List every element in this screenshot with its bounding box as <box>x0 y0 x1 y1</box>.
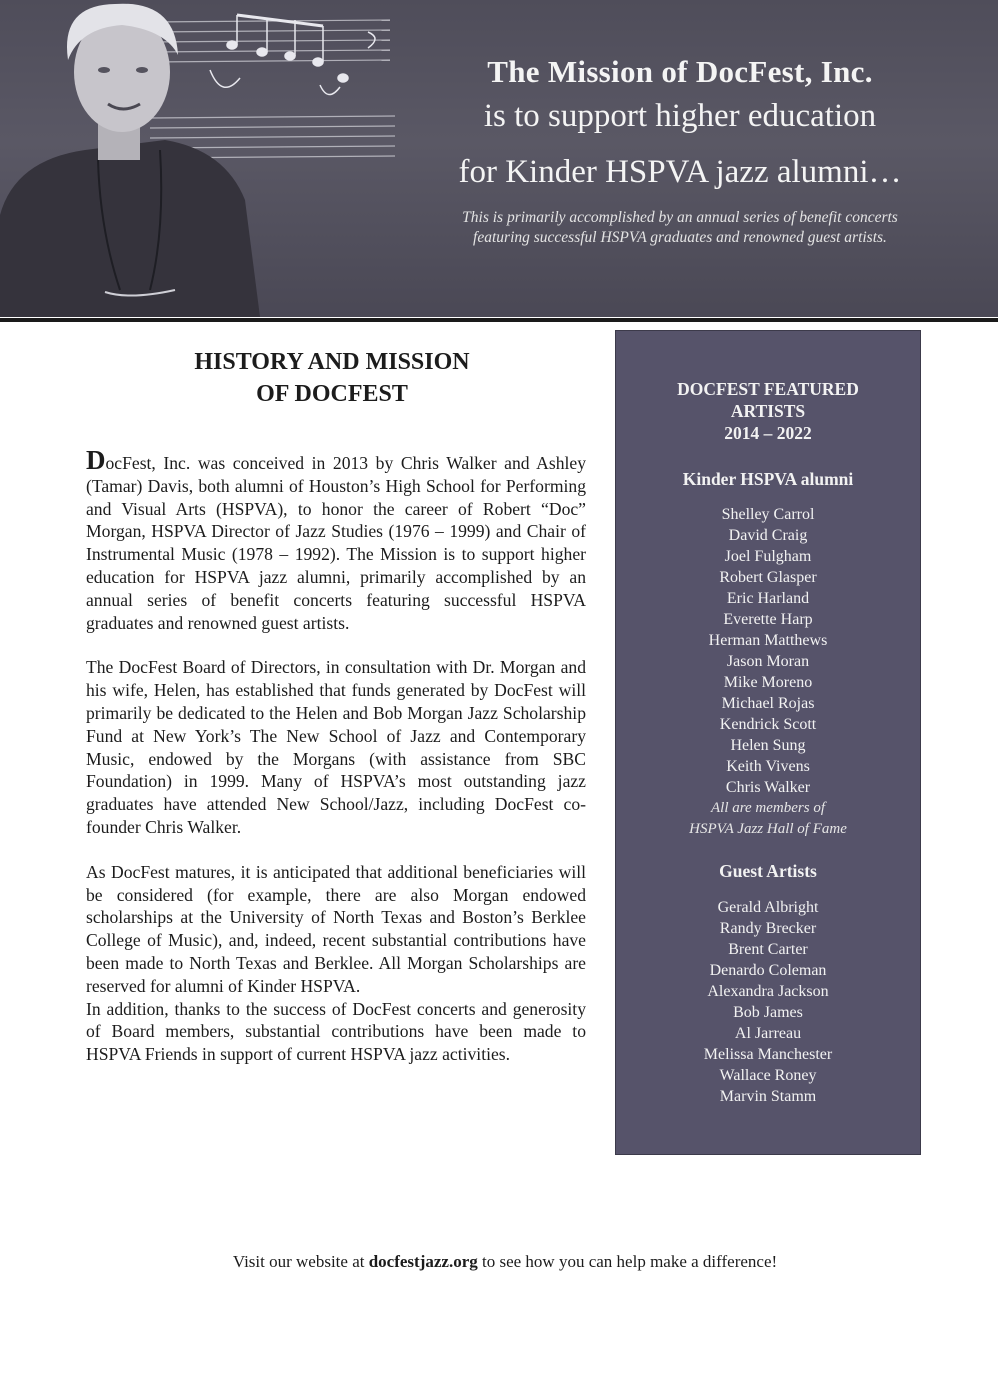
sidebar-title-line-1: DOCFEST FEATURED <box>677 379 859 399</box>
list-item: Al Jarreau <box>734 1025 802 1042</box>
title-line-2: OF DOCFEST <box>256 381 408 407</box>
list-item: Alexandra Jackson <box>707 983 829 1000</box>
tagline-line-1: This is primarily accomplished by an annual series of benefit concerts <box>462 209 898 226</box>
footer-cta <box>0 1250 998 1274</box>
list-item: Marvin Stamm <box>719 1088 817 1105</box>
sidebar-title-line-2: ARTISTS <box>730 401 806 421</box>
tagline-line-2: featuring successful HSPVA graduates and renowned guest artists. <box>473 229 887 246</box>
paragraph-4: In addition, thanks to the success of DocFest concerts and generosity of Board members, substantial contributions have been made to HSPVA Friends in support of current HSPVA jazz activities. <box>86 998 586 1065</box>
note-line-2: HSPVA Jazz Hall of Fame <box>689 821 847 837</box>
list-item: Michael Rojas <box>721 695 815 712</box>
website-link[interactable]: docfestjazz.org <box>368 1252 478 1271</box>
guest-artists-list <box>616 897 920 1107</box>
list-item: Shelley Carrol <box>721 506 815 523</box>
sidebar-years: 2014 – 2022 <box>724 423 812 443</box>
article-title <box>78 346 586 410</box>
footer-prefix: Visit our website at <box>232 1252 369 1271</box>
guest-artists-heading: Guest Artists <box>719 861 817 881</box>
list-item: Gerald Albright <box>717 899 819 916</box>
paragraph-3: As DocFest matures, it is anticipated that additional beneficiaries will be considered (for example, there are also Morgan endowed scholarships at the University of North Texas and Boston’s Berklee College of Music), and, indeed, recent substantial contributions have been made to North Texas and Berklee. All Morgan Scholarships are reserved for alumni of Kinder HSPVA. <box>86 861 586 996</box>
list-item: Wallace Roney <box>719 1067 817 1084</box>
header-banner <box>0 0 998 317</box>
mission-line-2: is to support higher education <box>483 98 877 134</box>
list-item: Mike Moreno <box>723 674 813 691</box>
list-item: Kendrick Scott <box>719 716 817 733</box>
list-item: Jason Moran <box>726 653 810 670</box>
title-line-1: HISTORY AND MISSION <box>194 349 470 375</box>
mission-tagline <box>395 208 965 248</box>
music-notes <box>210 15 375 95</box>
hall-of-fame-note <box>616 798 920 840</box>
drop-cap: D <box>86 445 106 475</box>
header-divider <box>0 318 998 322</box>
paragraph-2: The DocFest Board of Directors, in consultation with Dr. Morgan and his wife, Helen, has established that funds generated by DocFest will primarily be dedicated to the Helen and Bob Morgan Jazz Scholarship Fund at New York’s The New School of Jazz and Contemporary Music, endowed by the Morgans (with assistance from SBC Foundation) in 1999. Many of HSPVA’s most outstanding jazz graduates have attended New School/Jazz, including DocFest co-founder Chris Walker. <box>86 657 586 837</box>
paragraph-1-text: ocFest, Inc. was conceived in 2013 by Chris Walker and Ashley (Tamar) Davis, both alumni of Houston’s High School for Performing and Visual Arts (HSPVA), to honor the career of Robert “Doc” Morgan, HSPVA Director of Jazz Studies (1976 – 1999) and Chair of Instrumental Music (1978 – 1992). The Mission is to support higher education for HSPVA jazz alumni, primarily accomplished by an annual series of benefit concerts featuring successful HSPVA graduates and renowned guest artists. <box>86 453 586 633</box>
mission-line-1: The Mission of DocFest, Inc. <box>487 54 873 89</box>
list-item: Helen Sung <box>730 737 806 754</box>
sidebar-title <box>616 378 920 444</box>
list-item: Joel Fulgham <box>724 548 812 565</box>
list-item: Herman Matthews <box>708 632 828 649</box>
list-item: Robert Glasper <box>719 569 817 586</box>
list-item: Melissa Manchester <box>703 1046 833 1063</box>
article <box>86 346 586 1066</box>
list-item: Brent Carter <box>728 941 808 958</box>
list-item: Denardo Coleman <box>709 962 827 979</box>
list-item: Eric Harland <box>726 590 810 607</box>
mission-statement <box>395 52 965 248</box>
note-line-1: All are members of <box>710 800 825 816</box>
alumni-heading: Kinder HSPVA alumni <box>682 469 854 489</box>
portrait-photo <box>0 0 410 317</box>
shirt <box>0 140 260 317</box>
alumni-list <box>616 504 920 840</box>
list-item: Everette Harp <box>723 611 813 628</box>
list-item: David Craig <box>728 527 808 544</box>
list-item: Keith Vivens <box>726 758 810 775</box>
music-staff <box>150 20 395 158</box>
list-item: Chris Walker <box>725 779 811 796</box>
list-item: Bob James <box>733 1004 803 1021</box>
list-item: Randy Brecker <box>719 920 817 937</box>
featured-artists-sidebar <box>615 330 921 1155</box>
paragraph-1 <box>86 445 586 634</box>
mission-line-3: for Kinder HSPVA jazz alumni… <box>458 154 902 190</box>
footer-suffix: to see how you can help make a difference! <box>477 1252 778 1271</box>
